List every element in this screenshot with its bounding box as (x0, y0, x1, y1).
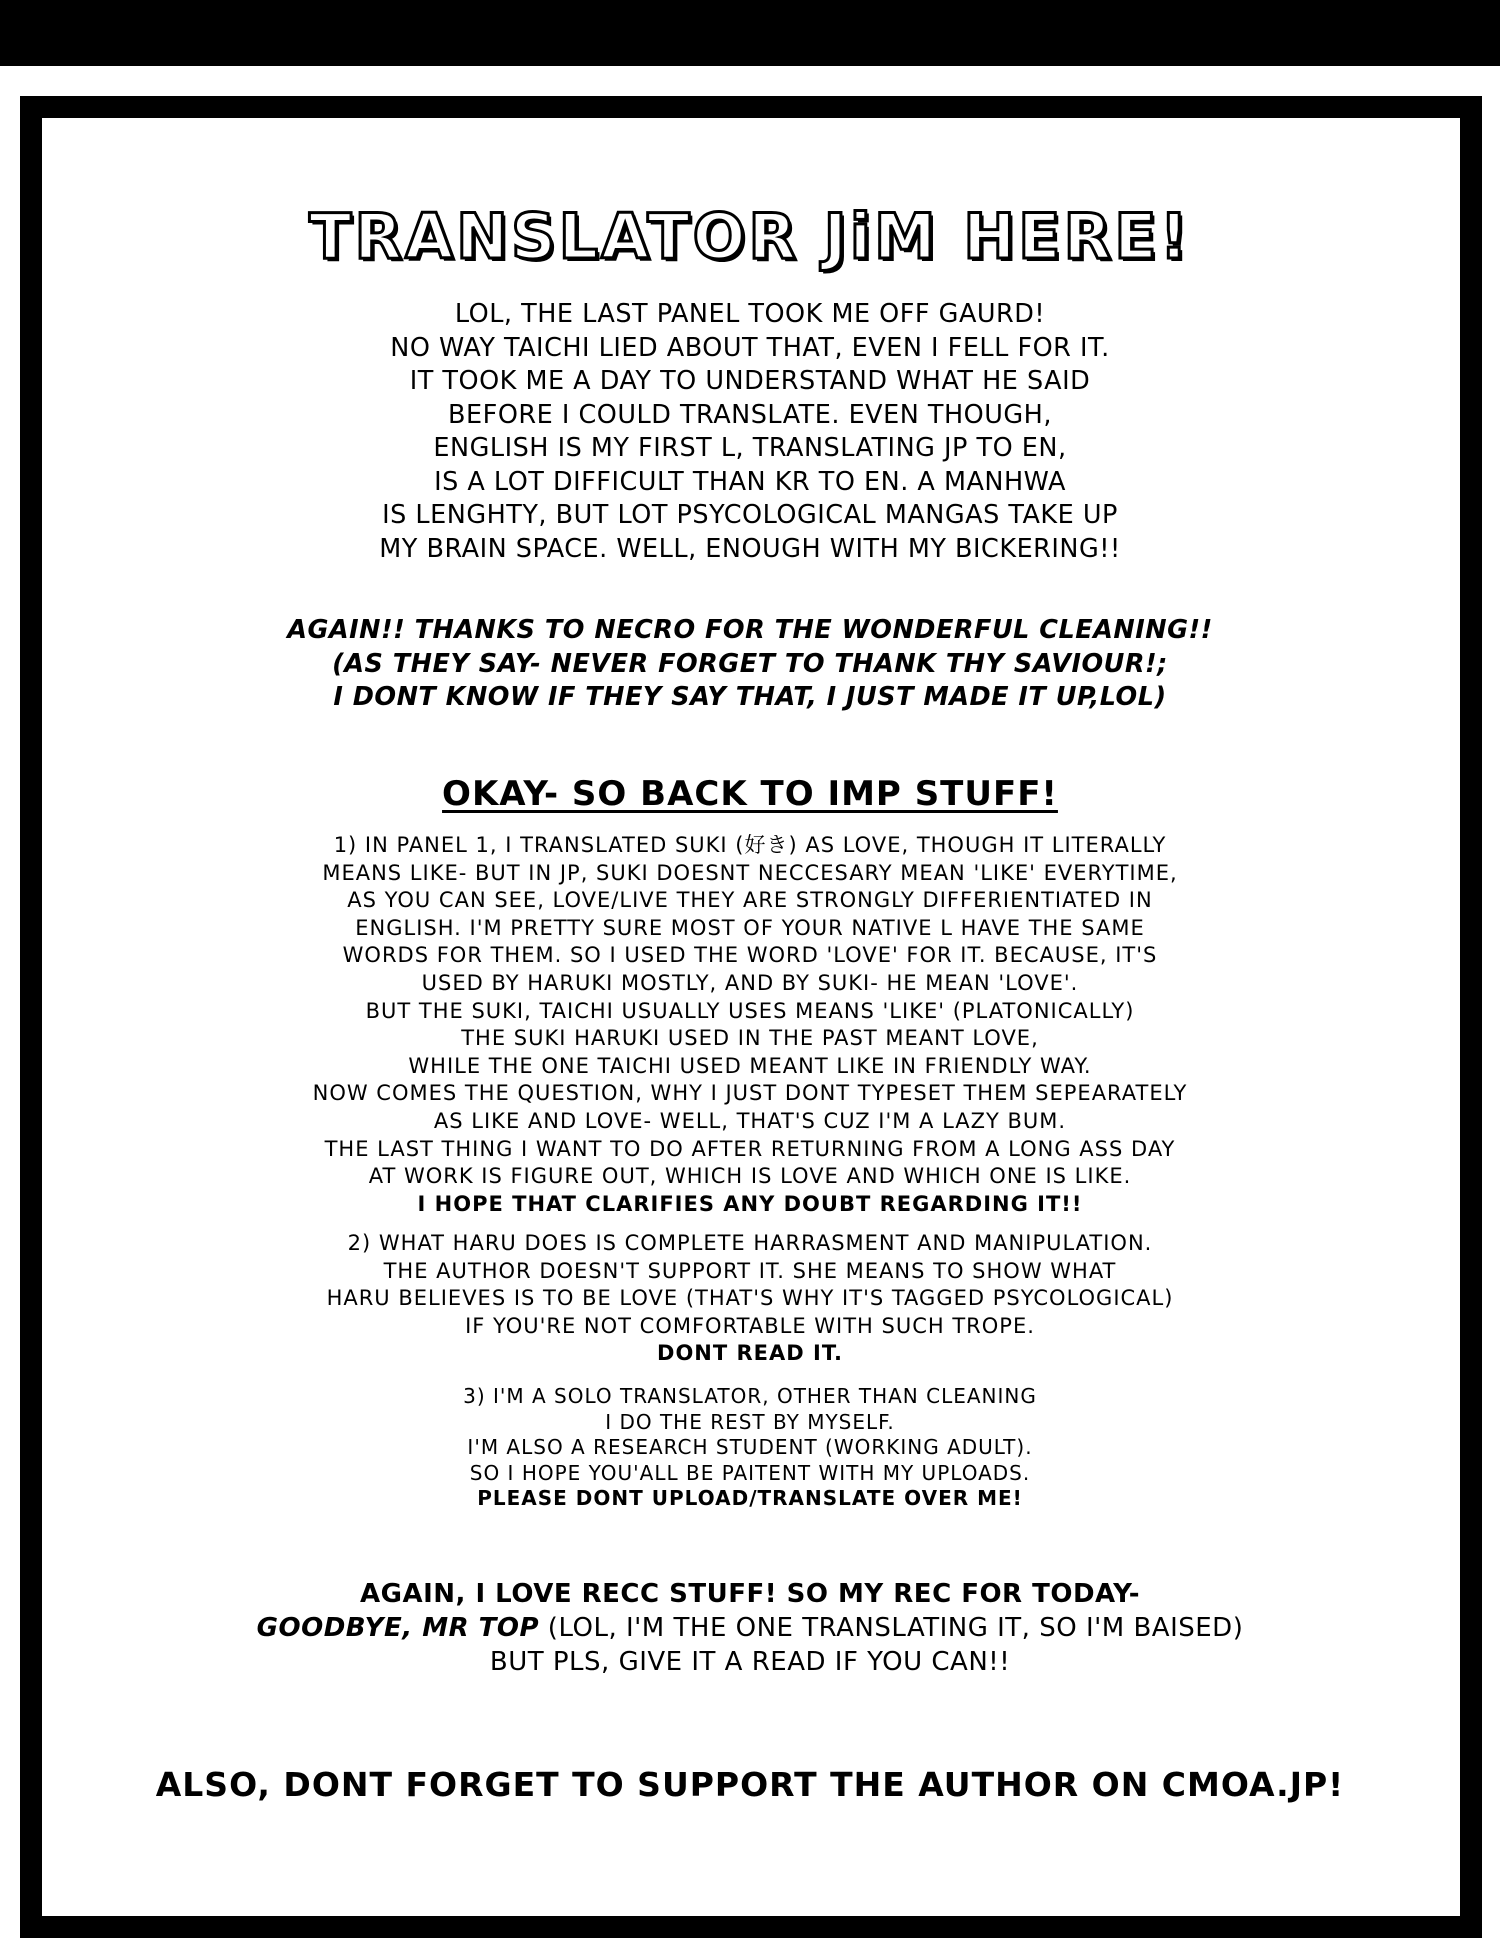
top-black-bar (0, 0, 1500, 66)
rec-line: BUT PLS, GIVE IT A READ IF YOU CAN!! (489, 1647, 1011, 1677)
note-line: ENGLISH. I'M PRETTY SURE MOST OF YOUR NATIVE L HAVE THE SAME (355, 915, 1145, 940)
page-title: TRANSLATOR JiM HERE! (309, 200, 1191, 273)
thanks-line: (AS THEY SAY- NEVER FORGET TO THANK THY SAVIOUR!; (332, 648, 1168, 679)
note-line: 3) I'M A SOLO TRANSLATOR, OTHER THAN CLEANING (463, 1384, 1037, 1408)
note-2 (0, 1230, 1500, 1368)
support-author-line: ALSO, DONT FORGET TO SUPPORT THE AUTHOR ON CMOA.JP! (155, 1765, 1345, 1804)
note-line: I DO THE REST BY MYSELF. (605, 1409, 895, 1434)
thanks-paragraph (0, 614, 1500, 715)
intro-line: MY BRAIN SPACE. WELL, ENOUGH WITH MY BICKERING!! (379, 533, 1121, 564)
note-line: NOW COMES THE QUESTION, WHY I JUST DONT TYPESET THEM SEPEARATELY (312, 1081, 1188, 1106)
note-2-period: . (833, 1341, 843, 1366)
rec-title: GOODBYE, MR TOP (256, 1613, 540, 1643)
note-line: THE AUTHOR DOESN'T SUPPORT IT. SHE MEANS TO SHOW WHAT (383, 1258, 1117, 1283)
note-line: BUT THE SUKI, TAICHI USUALLY USES MEANS 'LIKE' (PLATONICALLY) (365, 998, 1135, 1023)
note-3-emphasis: PLEASE DONT UPLOAD/TRANSLATE OVER ME! (477, 1486, 1023, 1510)
thanks-line: I DONT KNOW IF THEY SAY THAT, I JUST MADE IT UP,LOL) (333, 682, 1167, 712)
note-line: WORDS FOR THEM. SO I USED THE WORD 'LOVE' FOR IT. BECAUSE, IT'S (342, 943, 1158, 968)
note-1 (0, 832, 1500, 1218)
intro-line: NO WAY TAICHI LIED ABOUT THAT, EVEN I FELL FOR IT. (390, 332, 1110, 363)
note-line: 2) WHAT HARU DOES IS COMPLETE HARRASMENT AND MANIPULATION. (347, 1231, 1153, 1255)
note-1-emphasis: I HOPE THAT CLARIFIES ANY DOUBT REGARDING IT!! (417, 1191, 1083, 1216)
note-line: IF YOU'RE NOT COMFORTABLE WITH SUCH TROPE. (465, 1313, 1035, 1338)
note-line: HARU BELIEVES IS TO BE LOVE (THAT'S WHY IT'S TAGGED PSYCOLOGICAL) (326, 1286, 1174, 1311)
rec-line: AGAIN, I LOVE RECC STUFF! SO MY REC FOR TODAY- (360, 1579, 1140, 1609)
note-3 (0, 1384, 1500, 1512)
intro-line: BEFORE I COULD TRANSLATE. EVEN THOUGH, (448, 399, 1052, 430)
recommendation (0, 1577, 1500, 1679)
note-line: 1) IN PANEL 1, I TRANSLATED SUKI (好き) AS LOVE, THOUGH IT LITERALLY (333, 833, 1167, 857)
intro-line: IT TOOK ME A DAY TO UNDERSTAND WHAT HE SAID (409, 366, 1091, 396)
note-line: THE SUKI HARUKI USED IN THE PAST MEANT LOVE, (461, 1026, 1039, 1051)
note-line: I'M ALSO A RESEARCH STUDENT (WORKING ADULT). (467, 1435, 1033, 1459)
note-line: AS YOU CAN SEE, LOVE/LIVE THEY ARE STRONGLY DIFFERIENTIATED IN (347, 888, 1153, 913)
thanks-line: AGAIN!! THANKS TO NECRO FOR THE WONDERFUL CLEANING!! (287, 615, 1213, 645)
intro-paragraph (0, 298, 1500, 566)
intro-line: IS A LOT DIFFICULT THAN KR TO EN. A MANHWA (434, 466, 1066, 497)
note-line: AS LIKE AND LOVE- WELL, THAT'S CUZ I'M A LAZY BUM. (433, 1108, 1067, 1133)
intro-line: ENGLISH IS MY FIRST L, TRANSLATING JP TO EN, (433, 433, 1067, 463)
note-line: WHILE THE ONE TAICHI USED MEANT LIKE IN FRIENDLY WAY. (408, 1053, 1092, 1078)
rec-note: (LOL, I'M THE ONE TRANSLATING IT, SO I'M BAISED) (539, 1613, 1244, 1643)
note-line: MEANS LIKE- BUT IN JP, SUKI DOESNT NECCESARY MEAN 'LIKE' EVERYTIME, (322, 860, 1178, 885)
note-line: SO I HOPE YOU'ALL BE PAITENT WITH MY UPLOADS. (469, 1460, 1031, 1485)
note-line: USED BY HARUKI MOSTLY, AND BY SUKI- HE MEAN 'LOVE'. (421, 970, 1079, 995)
intro-line: LOL, THE LAST PANEL TOOK ME OFF GAURD! (454, 299, 1046, 329)
intro-line: IS LENGHTY, BUT LOT PSYCOLOGICAL MANGAS TAKE UP (382, 500, 1118, 530)
note-2-emphasis: DONT READ IT (657, 1341, 834, 1366)
note-line: THE LAST THING I WANT TO DO AFTER RETURNING FROM A LONG ASS DAY (324, 1136, 1176, 1161)
note-line: AT WORK IS FIGURE OUT, WHICH IS LOVE AND WHICH ONE IS LIKE. (368, 1164, 1132, 1189)
section-heading: OKAY- SO BACK TO IMP STUFF! (442, 774, 1058, 814)
